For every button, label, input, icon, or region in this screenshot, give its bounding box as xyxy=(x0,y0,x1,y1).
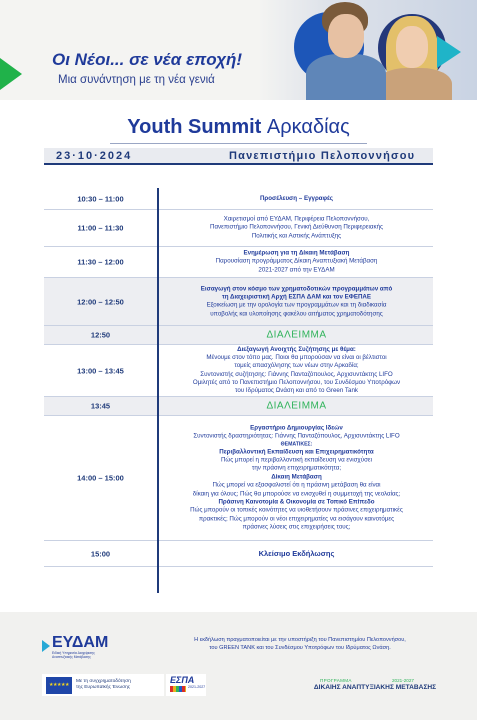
schedule-line: Πώς μπορεί η περιβαλλοντική εκπαίδευση να ενισχύσει xyxy=(220,456,373,464)
schedule-line: 2021-2027 από την ΕΥΔΑΜ xyxy=(258,266,335,274)
schedule-row xyxy=(44,210,433,247)
schedule-line: Πανεπιστήμιο Πελοποννήσου, Γενική Διεύθυνση Περιφερειακής xyxy=(210,223,383,231)
espa-logo-word: ΕΣΠΑ xyxy=(170,675,195,685)
summit-title xyxy=(0,116,477,139)
support-note xyxy=(150,636,450,653)
schedule-line: Εξοικείωση με την ορολογία των προγραμμάτων και τη διαδικασία xyxy=(206,301,387,309)
hero-banner xyxy=(0,0,477,100)
schedule-description xyxy=(160,194,433,202)
title-divider xyxy=(110,143,367,144)
schedule-time: 15:00 xyxy=(90,549,111,558)
schedule-time: 11:30 – 12:00 xyxy=(77,257,124,267)
hero-subtitle: Μια συνάντηση με τη νέα γενιά xyxy=(58,74,215,86)
schedule-description xyxy=(160,424,433,531)
schedule-line: δίκαιη για όλους; Πώς θα μπορούσε να ενισχυθεί η συμμετοχή της νεολαίας; xyxy=(192,489,401,497)
espa-stripes-icon xyxy=(170,686,186,692)
timeline-divider xyxy=(157,188,159,593)
schedule-line: υποβολής και υλοποίησης φακέλου αιτήματος χρηματοδότησης xyxy=(210,309,383,317)
schedule-line: την πράσινη επιχειρηματικότητα; xyxy=(251,464,342,472)
edam-arrow-icon xyxy=(42,640,50,652)
eu-cofunding-logo xyxy=(42,674,164,696)
support-note-line2: του GREEN TANK και του Συνδέσμου Υποτρόφων του Ιδρύματος Ωνάση. xyxy=(209,645,391,652)
event-date: 23·10·2024 xyxy=(56,150,133,162)
schedule-description xyxy=(160,215,433,240)
program-title: ΔΙΚΑΙΗΣ ΑΝΑΠΤΥΞΙΑΚΗΣ ΜΕΤΑΒΑΣΗΣ xyxy=(313,684,437,691)
schedule-row xyxy=(44,397,433,416)
schedule-line: Διεξαγωγή Ανοιχτής Συζήτησης με θέμα: xyxy=(237,345,356,353)
schedule-line: Κλείσιμο Εκδήλωσης xyxy=(258,548,335,558)
schedule-row xyxy=(44,247,433,278)
schedule-line: Πώς μπορούν οι τοπικές κοινότητες να υιοθετήσουν πράσινες επιχειρηματικές xyxy=(190,506,403,514)
schedule-line: Συντονιστής συζήτησης: Γιάννης Πανταζόπουλος, Αρχισυντάκτης LIFO xyxy=(200,370,393,378)
schedule-row xyxy=(44,541,433,567)
schedule-line: Ομιλητές από το Πανεπιστήμιο Πελοποννήσου, του Συνδέσμου Υποτρόφων xyxy=(192,378,401,386)
schedule-line: Μένουμε στον τόπο μας. Ποιοι θα μπορούσαν να είναι οι βέλτιστοι xyxy=(206,353,387,361)
schedule-line: Χαιρετισμοί από ΕΥΔΑΜ, Περιφέρεια Πελοποννήσου, xyxy=(223,215,370,223)
support-note-line1: Η εκδήλωση πραγματοποιείται με την υποστήριξη του Πανεπιστημίου Πελοποννήσου, xyxy=(194,637,406,643)
schedule-time: 11:00 – 11:30 xyxy=(77,223,124,233)
schedule-line: Εργαστήριο Δημιουργίας Ιδεών xyxy=(250,424,343,432)
program-years: 2021-2027 xyxy=(392,678,414,683)
schedule-line: ΔΙΑΛΕΙΜΜΑ xyxy=(266,400,327,412)
schedule-row xyxy=(44,416,433,541)
eu-cofunding-text xyxy=(76,679,131,691)
schedule-description xyxy=(160,548,433,558)
schedule-line: του Ιδρύματος Ωνάση και από το Green Tank xyxy=(235,387,358,395)
eu-flag-icon: ★★★★★ xyxy=(46,677,72,694)
schedule-line: πρακτικές; Πώς μπορούν οι νέοι επιχειρηματίες να εισάγουν καινοτόμες xyxy=(198,514,395,522)
schedule-description xyxy=(160,285,433,318)
green-triangle-decoration xyxy=(0,58,22,90)
schedule-line: Δίκαιη Μετάβαση xyxy=(271,473,322,481)
schedule-line: πράσινες λύσεις στις επιχειρήσεις τους; xyxy=(242,523,351,531)
schedule-line: Περιβαλλοντική Εκπαίδευση και Επιχειρηματικότητα xyxy=(219,448,374,456)
schedule-time: 12:00 – 12:50 xyxy=(77,297,124,306)
schedule-line: Ενημέρωση για τη Δίκαιη Μετάβαση xyxy=(243,249,350,257)
agenda-panel xyxy=(0,100,477,612)
schedule-line: Συντονιστής δραστηριότητας: Γιάννης Πανταζόπουλος, Αρχισυντάκτης LIFO xyxy=(193,432,400,440)
schedule-row xyxy=(44,278,433,326)
footer xyxy=(0,612,477,720)
program-label: ΠΡΟΓΡΑΜΜΑ xyxy=(320,678,352,683)
date-venue-bar xyxy=(44,148,433,165)
edam-tagline-line2: Αναπτυξιακής Μετάβασης xyxy=(52,654,91,659)
schedule-description xyxy=(160,249,433,274)
event-venue: Πανεπιστήμιο Πελοποννήσου xyxy=(229,150,416,162)
schedule-line: ΘΕΜΑΤΙΚΕΣ: xyxy=(280,441,313,448)
schedule-line: Προσέλευση – Εγγραφές xyxy=(259,194,334,202)
edam-tagline-line1: Ειδική Υπηρεσία Διαχείρισης xyxy=(52,651,95,655)
eu-text-line1: Με τη συγχρηματοδότηση xyxy=(76,679,131,684)
schedule-description xyxy=(160,345,433,395)
espa-logo xyxy=(166,674,206,696)
schedule-line: Εισαγωγή στον κόσμο των χρηματοδοτικών προγραμμάτων από xyxy=(200,284,393,292)
edam-logo-word: ΕΥΔΑΜ xyxy=(52,634,109,651)
schedule-row xyxy=(44,345,433,397)
schedule-time: 13:45 xyxy=(90,401,111,411)
schedule-time: 10:30 – 11:00 xyxy=(77,194,124,203)
eu-text-line2: της Ευρωπαϊκής Ένωσης xyxy=(76,685,131,691)
schedule-time: 12:50 xyxy=(90,330,111,340)
schedule-line: Πώς μπορεί να εξασφαλιστεί ότι η πράσινη μετάβαση θα είναι xyxy=(212,481,381,489)
schedule-line: τομείς απασχόλησης των νέων στην Αρκαδία; xyxy=(234,362,359,370)
edam-logo xyxy=(42,634,132,660)
schedule-line: Πράσινη Καινοτομία & Οικονομία σε Τοπικό Επίπεδο xyxy=(218,498,375,506)
schedule-time: 14:00 – 15:00 xyxy=(77,473,124,483)
schedule-line: ΔΙΑΛΕΙΜΜΑ xyxy=(266,329,327,341)
summit-title-light: Αρκαδίας xyxy=(266,116,350,138)
hero-title: Οι Νέοι... σε νέα εποχή! xyxy=(52,50,243,69)
schedule-line: Πολιτικής και Αστικής Ανάπτυξης xyxy=(251,232,342,240)
espa-years: 2021-2027 xyxy=(188,685,206,689)
schedule-description xyxy=(160,399,433,413)
schedule-row xyxy=(44,188,433,210)
edam-logo-tagline xyxy=(52,652,95,659)
schedule-line: Παρουσίαση προγράμματος Δίκαιη Αναπτυξιακή Μετάβαση xyxy=(215,257,378,265)
schedule-line: τη Διαχειριστική Αρχή ΕΣΠΑ ΔΑΜ και τον ΕΦΕΠΑΕ xyxy=(221,293,372,301)
schedule-row xyxy=(44,326,433,345)
schedule-description xyxy=(160,328,433,342)
summit-title-bold: Youth Summit xyxy=(127,116,262,138)
cyan-triangle-decoration xyxy=(437,36,461,68)
schedule-time: 13:00 – 13:45 xyxy=(77,366,124,375)
